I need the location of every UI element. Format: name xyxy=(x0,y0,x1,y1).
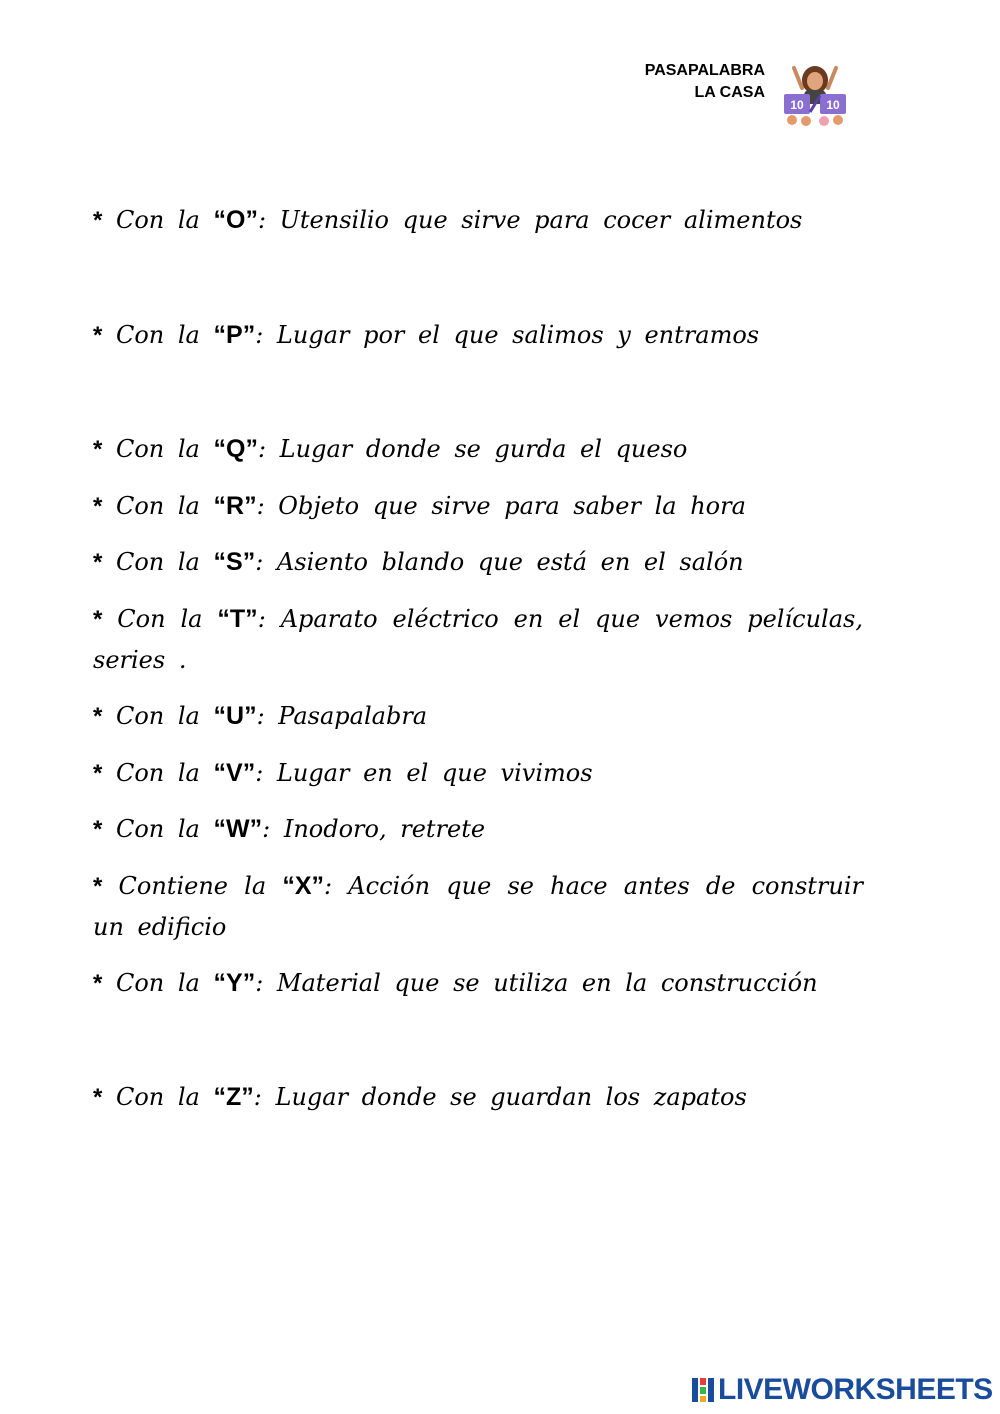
header-title: PASAPALABRA xyxy=(644,62,765,79)
clue-p xyxy=(93,315,863,356)
clue-text: : Material que se utiliza en la construcción xyxy=(255,969,818,997)
clue-lead: Con la xyxy=(115,206,200,234)
clue-text: : Lugar por el que salimos y entramos xyxy=(255,321,760,349)
clue-lead: Con la xyxy=(115,1083,200,1111)
clue-y xyxy=(93,963,863,1004)
bullet-star: * xyxy=(93,436,103,463)
clue-text: : Lugar en el que vivimos xyxy=(255,759,593,787)
bullet-star: * xyxy=(93,549,103,576)
clue-letter: “Q” xyxy=(213,435,258,463)
brand-name: LIVEWORKSHEETS xyxy=(718,1373,993,1406)
svg-text:10: 10 xyxy=(790,98,804,112)
bullet-star: * xyxy=(93,873,103,900)
clue-lead: Con la xyxy=(117,605,203,633)
clue-text: : Utensilio que sirve para cocer alimentos xyxy=(257,206,803,234)
bullet-star: * xyxy=(93,970,103,997)
clue-letter: “W” xyxy=(213,815,263,843)
clue-text: : Lugar donde se guardan los zapatos xyxy=(253,1083,747,1111)
clue-text: : Asiento blando que está en el salón xyxy=(255,548,744,576)
clue-o xyxy=(93,200,863,241)
clue-t xyxy=(93,599,863,680)
bullet-star: * xyxy=(93,207,103,234)
clue-letter: “R” xyxy=(213,492,257,520)
page-header xyxy=(560,60,765,104)
bullet-star: * xyxy=(93,322,103,349)
clue-w xyxy=(93,809,863,850)
clue-lead: Con la xyxy=(115,815,200,843)
header-subtitle: LA CASA xyxy=(694,84,765,101)
clue-lead: Contiene la xyxy=(118,872,267,900)
clue-lead: Con la xyxy=(115,548,200,576)
svg-text:10: 10 xyxy=(826,98,840,112)
liveworksheets-logo-icon xyxy=(692,1378,714,1402)
clue-letter: “U” xyxy=(213,702,257,730)
clue-z xyxy=(93,1077,863,1118)
clue-lead: Con la xyxy=(115,759,200,787)
clue-letter: “T” xyxy=(217,605,258,633)
clue-text: : Objeto que sirve para saber la hora xyxy=(256,492,746,520)
clue-letter: “V” xyxy=(213,759,256,787)
footer-watermark[interactable] xyxy=(692,1374,993,1406)
bullet-star: * xyxy=(93,703,103,730)
clue-lead: Con la xyxy=(115,492,200,520)
clue-q xyxy=(93,429,863,470)
woman-avatar-score-icon xyxy=(780,60,850,128)
clue-letter: “O” xyxy=(213,206,258,234)
clue-letter: “P” xyxy=(213,321,256,349)
clue-u xyxy=(93,696,863,737)
bullet-star: * xyxy=(93,1084,103,1111)
clue-lead: Con la xyxy=(115,435,200,463)
clue-letter: “S” xyxy=(213,548,256,576)
clue-text: : Aparato eléctrico en el que vemos películas, series . xyxy=(93,605,863,674)
clue-lead: Con la xyxy=(115,702,200,730)
clue-lead: Con la xyxy=(115,969,200,997)
clue-v xyxy=(93,753,863,794)
clue-r xyxy=(93,486,863,527)
clue-text: : Lugar donde se gurda el queso xyxy=(257,435,688,463)
clue-letter: “Y” xyxy=(213,969,256,997)
clue-letter: “Z” xyxy=(213,1083,254,1111)
clue-letter: “X” xyxy=(282,872,325,900)
clue-lead: Con la xyxy=(115,321,200,349)
clue-text: : Pasapalabra xyxy=(256,702,428,730)
clue-text: : Acción que se hace antes de construir un edificio xyxy=(93,872,863,941)
bullet-star: * xyxy=(93,606,103,633)
bullet-star: * xyxy=(93,493,103,520)
clue-x xyxy=(93,866,863,947)
bullet-star: * xyxy=(93,760,103,787)
clue-s xyxy=(93,542,863,583)
clue-text: : Inodoro, retrete xyxy=(262,815,486,843)
bullet-star: * xyxy=(93,816,103,843)
